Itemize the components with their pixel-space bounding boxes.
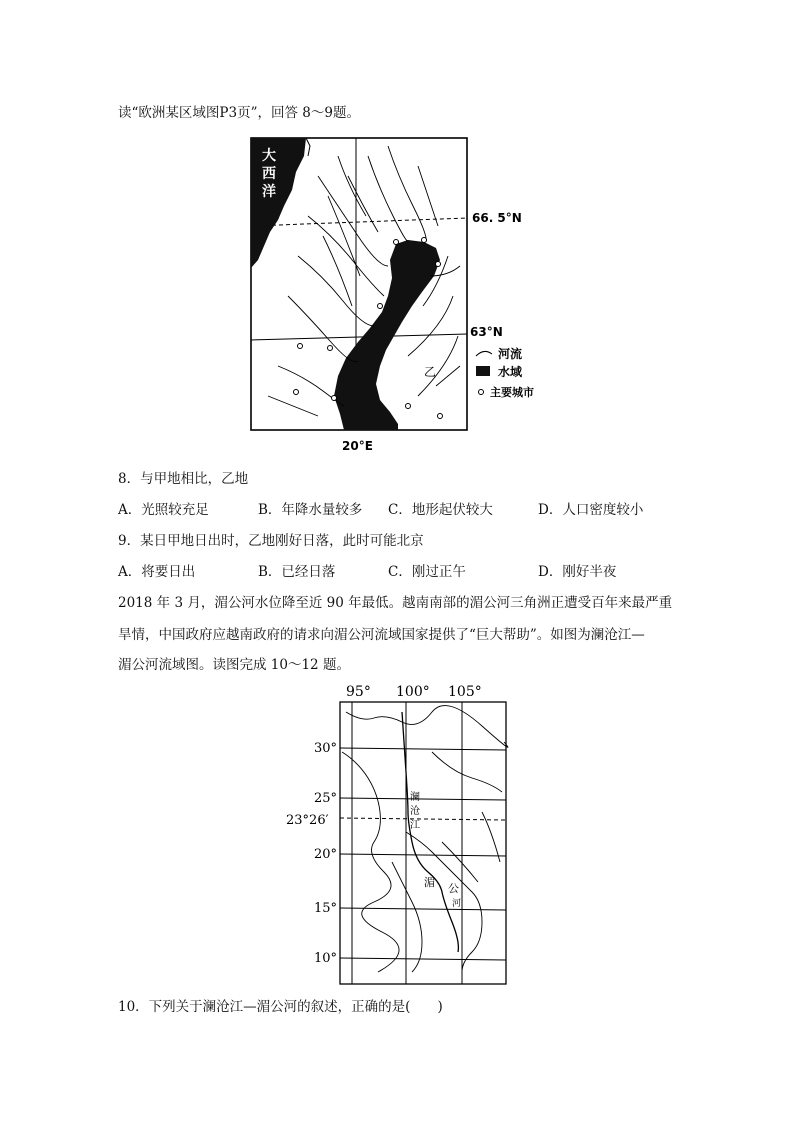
river-label-cang: 沧 bbox=[410, 806, 420, 817]
intro-q10-12-line3: 湄公河流域图。读图完成 10～12 题。 bbox=[118, 657, 350, 673]
river-label-he: 河 bbox=[452, 899, 462, 909]
lat-15-label: 15° bbox=[314, 901, 338, 916]
lat-20-label: 20° bbox=[314, 847, 338, 862]
label-atlantic-1: 大 bbox=[262, 148, 276, 164]
label-yi: 乙 bbox=[424, 365, 437, 379]
q9-option-a: A．将要日出 bbox=[118, 564, 196, 580]
q9-option-d: D．刚好半夜 bbox=[538, 564, 617, 580]
lon-105-label: 105° bbox=[448, 684, 482, 700]
lon-95-label: 95° bbox=[346, 684, 371, 700]
lat-23-26-label: 23°26′ bbox=[286, 813, 329, 828]
label-jia: 甲 bbox=[276, 237, 289, 251]
q10-stem: 10．下列关于澜沧江—湄公河的叙述，正确的是( ) bbox=[118, 999, 443, 1015]
q9-stem: 9．某日甲地日出时，乙地刚好日落，此时可能北京 bbox=[118, 533, 424, 549]
lat-63-label: 63°N bbox=[470, 325, 503, 339]
europe-region-map bbox=[248, 136, 558, 456]
lancang-mekong-map bbox=[282, 682, 514, 988]
river-label-mei: 湄 bbox=[424, 876, 435, 889]
lon-100-label: 100° bbox=[396, 684, 430, 700]
legend-water-icon bbox=[476, 366, 490, 376]
legend-city-icon bbox=[479, 390, 484, 395]
lat-66-5-label: 66. 5°N bbox=[472, 211, 522, 225]
q8-stem: 8．与甲地相比，乙地 bbox=[118, 471, 249, 487]
q9-option-b: B．已经日落 bbox=[258, 564, 336, 580]
label-atlantic-2: 西 bbox=[262, 166, 276, 182]
lat-30-label: 30° bbox=[314, 741, 338, 756]
q9-option-c: C．刚过正午 bbox=[388, 564, 466, 580]
q8-option-a: A．光照较充足 bbox=[118, 502, 209, 518]
lat-25-label: 25° bbox=[314, 791, 338, 806]
intro-q10-12-line1: 2018 年 3 月，湄公河水位降至近 90 年最低。越南南部的湄公河三角洲正遭受百年来最严重 bbox=[118, 595, 673, 611]
q8-option-d: D．人口密度较小 bbox=[538, 502, 644, 518]
q8-option-c: C．地形起伏较大 bbox=[388, 502, 493, 518]
river-label-gong: 公 bbox=[448, 882, 459, 895]
lat-10-label: 10° bbox=[314, 951, 338, 966]
river-label-jiang: 江 bbox=[410, 820, 420, 831]
intro-q10-12-line2: 旱情，中国政府应越南政府的请求向湄公河流域国家提供了“巨大帮助”。如图为澜沧江— bbox=[118, 627, 645, 643]
intro-q8-9: 读“欧洲某区域图P3页”，回答 8～9题。 bbox=[118, 105, 360, 121]
river-label-lan: 澜 bbox=[410, 792, 420, 803]
legend-city-label: 主要城市 bbox=[490, 386, 534, 399]
legend-river-label: 河流 bbox=[498, 347, 523, 361]
legend-river-icon bbox=[476, 351, 492, 356]
lon-20e-label: 20°E bbox=[342, 439, 373, 453]
legend-water-label: 水域 bbox=[498, 365, 523, 379]
label-atlantic-3: 洋 bbox=[262, 184, 276, 200]
q8-option-b: B．年降水量较多 bbox=[258, 502, 363, 518]
